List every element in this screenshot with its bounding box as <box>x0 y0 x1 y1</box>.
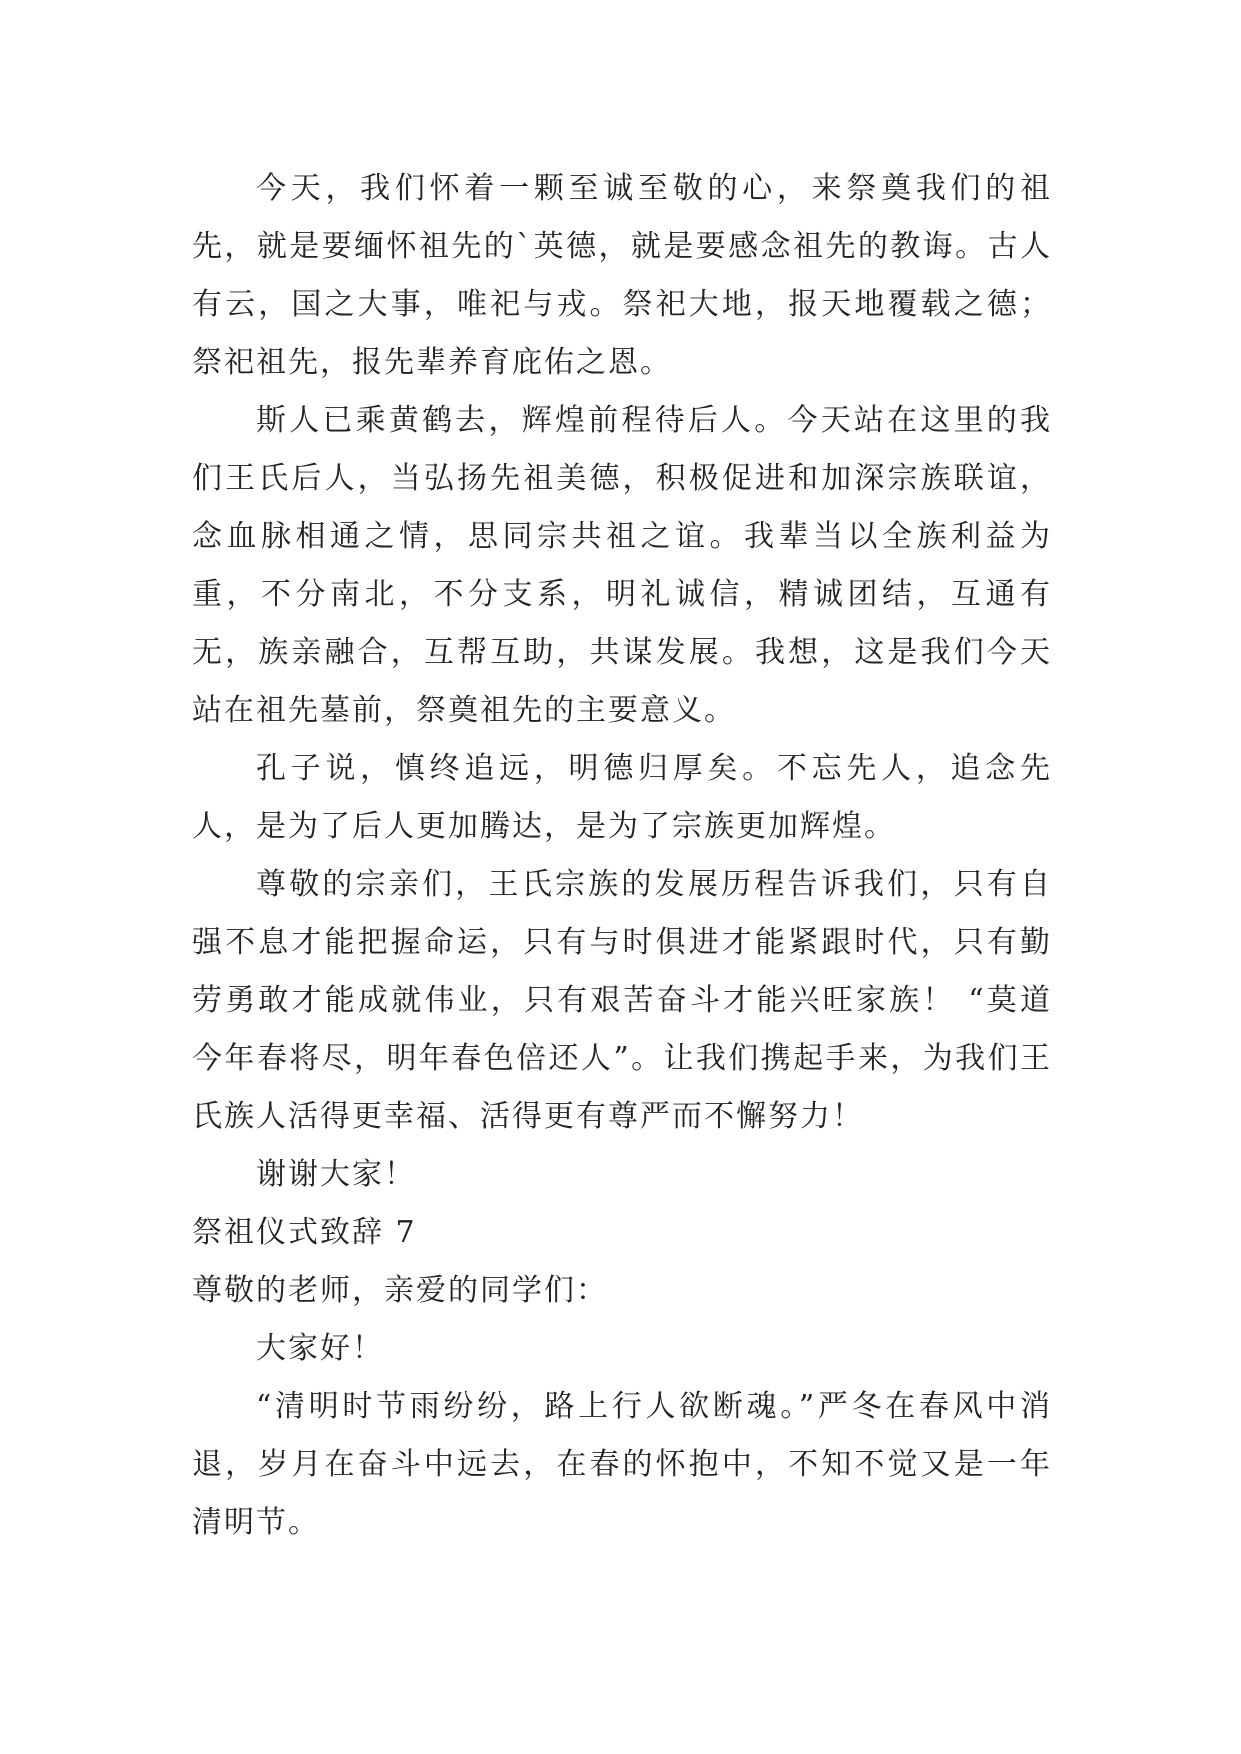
salutation: 尊敬的老师，亲爱的同学们： <box>192 1273 608 1308</box>
paragraph-thanks: 谢谢大家！ <box>256 1157 416 1192</box>
paragraph-clan-unity: 斯人已乘黄鹤去，辉煌前程待后人。今天站在这里的我们王氏后人，当弘扬先祖美德，积极促进和加深宗族联谊，念血脉相通之情，思同宗共祖之谊。我辈当以全族利益为重，不分南北，不分支系，明礼诚信，精诚团结，互通有无，族亲融合，互帮互助，共谋发展。我想，这是我们今天站在祖先墓前，祭奠祖先的主要意义。 <box>192 403 1052 728</box>
paragraph-confucius-quote: 孔子说，慎终追远，明德归厚矣。不忘先人，追念先人，是为了后人更加腾达，是为了宗族更加辉煌。 <box>192 751 1052 844</box>
document-body <box>192 160 1052 1552</box>
section-heading: 祭祖仪式致辞 7 <box>192 1215 417 1250</box>
paragraph-clan-development: 尊敬的宗亲们，王氏宗族的发展历程告诉我们，只有自强不息才能把握命运，只有与时俱进才能紧跟时代，只有勤劳勇敢才能成就伟业，只有艰苦奋斗才能兴旺家族！ “莫道今年春将尽，明年春色倍还人”。让我们携起手来，为我们王氏族人活得更幸福、活得更有尊严而不懈努力！ <box>192 867 1052 1134</box>
greeting: 大家好！ <box>256 1331 384 1366</box>
paragraph-ancestor-worship-meaning: 今天，我们怀着一颗至诚至敬的心，来祭奠我们的祖先，就是要缅怀祖先的`英德，就是要感念祖先的教诲。古人有云，国之大事，唯祀与戎。祭祀大地，报天地覆载之德；祭祀祖先，报先辈养育庇佑之恩。 <box>192 171 1052 380</box>
paragraph-qingming-poem: “清明时节雨纷纷，路上行人欲断魂。”严冬在春风中消退，岁月在奋斗中远去，在春的怀抱中，不知不觉又是一年清明节。 <box>192 1389 1052 1540</box>
